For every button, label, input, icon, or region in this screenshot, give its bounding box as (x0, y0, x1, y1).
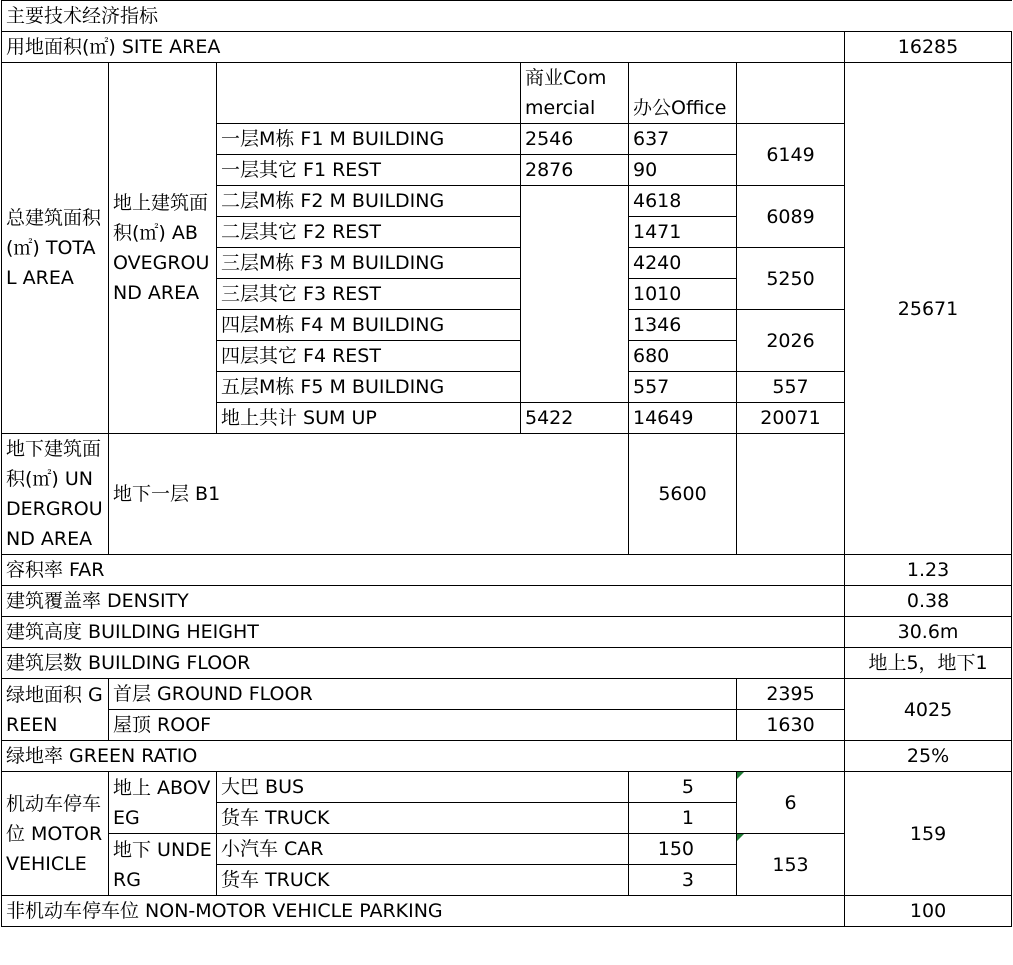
total-area-value: 25671 (845, 63, 1012, 555)
height-label: 建筑高度 BUILDING HEIGHT (2, 617, 845, 648)
commercial-empty-cell (521, 186, 629, 403)
underground-label: 地下建筑面积(㎡) UNDERGROUND AREA (2, 434, 109, 555)
floors-value: 地上5，地下1 (845, 648, 1012, 679)
header-total-blank-cell (737, 63, 845, 124)
parking-total: 159 (845, 772, 1012, 896)
title-row (2, 1, 1012, 32)
non-motor-row (2, 896, 1012, 927)
truck-under-label: 货车 TRUCK (217, 865, 629, 896)
parking-under-label: 地下 UNDERG (109, 834, 217, 896)
sum-commercial: 5422 (521, 403, 629, 434)
floors-row (2, 648, 1012, 679)
floor-label: 一层M栋 F1 M BUILDING (217, 124, 521, 155)
office-value: 1010 (629, 279, 737, 310)
col-commercial-header: 商业Commercial (521, 63, 629, 124)
green-ratio-value: 25% (845, 741, 1012, 772)
floor-total-f2: 6089 (737, 186, 845, 248)
office-value: 637 (629, 124, 737, 155)
commercial-value: 2546 (521, 124, 629, 155)
height-value: 30.6m (845, 617, 1012, 648)
bus-label: 大巴 BUS (217, 772, 629, 803)
indicators-table (1, 0, 1012, 927)
sum-label: 地上共计 SUM UP (217, 403, 521, 434)
site-area-value: 16285 (845, 32, 1012, 63)
col-office-header: 办公Office (629, 63, 737, 124)
site-area-row (2, 32, 1012, 63)
parking-above-subtotal: 6 (737, 772, 845, 834)
green-ratio-row (2, 741, 1012, 772)
floor-label: 一层其它 F1 REST (217, 155, 521, 186)
green-total-value: 4025 (845, 679, 1012, 741)
green-row (2, 679, 1012, 710)
floor-total-f3: 5250 (737, 248, 845, 310)
site-area-label: 用地面积(㎡) SITE AREA (2, 32, 845, 63)
floors-label: 建筑层数 BUILDING FLOOR (2, 648, 845, 679)
underground-row-label: 地下一层 B1 (109, 434, 629, 555)
far-row (2, 555, 1012, 586)
floor-label: 五层M栋 F5 M BUILDING (217, 372, 521, 403)
green-label: 绿地面积 GREEN (2, 679, 109, 741)
car-label: 小汽车 CAR (217, 834, 629, 865)
office-value: 4240 (629, 248, 737, 279)
floor-label: 三层M栋 F3 M BUILDING (217, 248, 521, 279)
office-value: 1346 (629, 310, 737, 341)
header-blank-cell (217, 63, 521, 124)
density-label: 建筑覆盖率 DENSITY (2, 586, 845, 617)
aboveground-label: 地上建筑面积(㎡) ABOVEGROUND AREA (109, 63, 217, 434)
floor-label: 二层其它 F2 REST (217, 217, 521, 248)
green-ground-label: 首层 GROUND FLOOR (109, 679, 737, 710)
truck-above-label: 货车 TRUCK (217, 803, 629, 834)
floor-total-f5: 557 (737, 372, 845, 403)
car-value: 150 (629, 834, 737, 865)
floor-total-f4: 2026 (737, 310, 845, 372)
parking-above-label: 地上 ABOVEG (109, 772, 217, 834)
truck-under-value: 3 (629, 865, 737, 896)
bus-value: 5 (629, 772, 737, 803)
underground-value: 5600 (629, 434, 737, 555)
floor-label: 三层其它 F3 REST (217, 279, 521, 310)
office-value: 1471 (629, 217, 737, 248)
sum-office: 14649 (629, 403, 737, 434)
far-value: 1.23 (845, 555, 1012, 586)
non-motor-value: 100 (845, 896, 1012, 927)
density-value: 0.38 (845, 586, 1012, 617)
floor-total-f1: 6149 (737, 124, 845, 186)
height-row (2, 617, 1012, 648)
density-row (2, 586, 1012, 617)
table-title: 主要技术经济指标 (2, 1, 1012, 32)
truck-above-value: 1 (629, 803, 737, 834)
floor-label: 二层M栋 F2 M BUILDING (217, 186, 521, 217)
parking-label: 机动车停车位 MOTOR VEHICLE (2, 772, 109, 896)
green-roof-label: 屋顶 ROOF (109, 710, 737, 741)
sum-total: 20071 (737, 403, 845, 434)
green-roof-value: 1630 (737, 710, 845, 741)
office-value: 4618 (629, 186, 737, 217)
green-ground-value: 2395 (737, 679, 845, 710)
parking-under-subtotal: 153 (737, 834, 845, 896)
far-label: 容积率 FAR (2, 555, 845, 586)
parking-row (2, 772, 1012, 803)
commercial-value: 2876 (521, 155, 629, 186)
total-area-label: 总建筑面积(㎡) TOTAL AREA (2, 63, 109, 434)
non-motor-label: 非机动车停车位 NON-MOTOR VEHICLE PARKING (2, 896, 845, 927)
office-value: 680 (629, 341, 737, 372)
floor-label: 四层M栋 F4 M BUILDING (217, 310, 521, 341)
green-ratio-label: 绿地率 GREEN RATIO (2, 741, 845, 772)
floor-label: 四层其它 F4 REST (217, 341, 521, 372)
office-value: 90 (629, 155, 737, 186)
office-value: 557 (629, 372, 737, 403)
